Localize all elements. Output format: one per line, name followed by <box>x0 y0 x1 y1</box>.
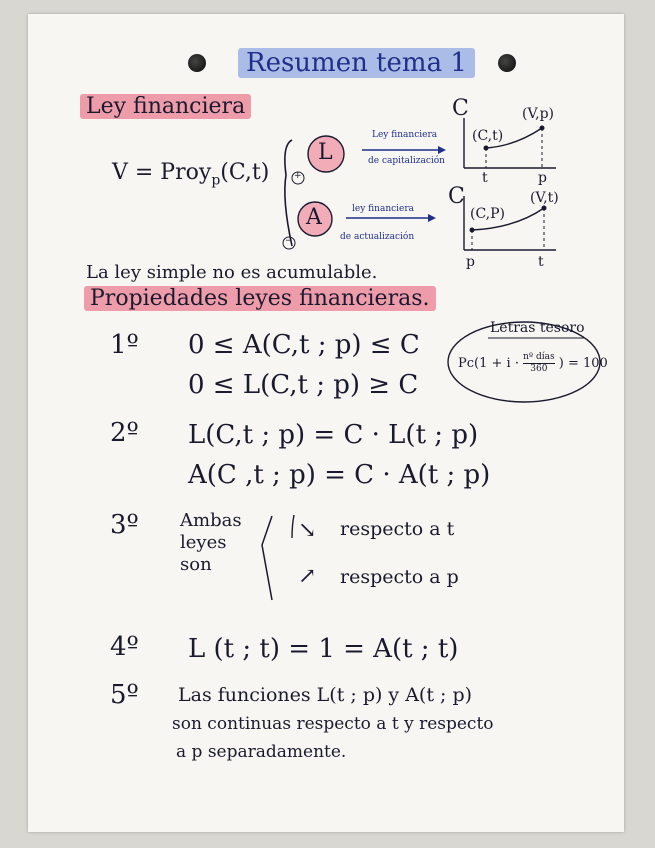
graph2-axis-label: C <box>448 184 465 209</box>
item3-arrow-down: ↘ <box>298 518 317 543</box>
item5-line1: Las funciones L(t ; p) y A(t ; p) <box>178 684 473 706</box>
formula-v-proy: V = Proy$_p$(C,t) <box>112 160 270 189</box>
plus-sign: + <box>294 171 302 181</box>
item1-line2: 0 ≤ L(C,t ; p) ≥ C <box>188 370 419 400</box>
item5-line3: a p separadamente. <box>176 742 347 762</box>
graph2-point-start: (C,P) <box>470 206 506 222</box>
graph1-point-start: (C,t) <box>472 128 504 144</box>
item-number-5: 5º <box>110 680 139 710</box>
item3-respecto-t: respecto a t <box>340 518 455 540</box>
item2-line2: A(C ,t ; p) = C · A(t ; p) <box>188 460 491 490</box>
note-ley-simple: La ley simple no es acumulable. <box>86 262 378 283</box>
circle-L-label: L <box>318 140 333 165</box>
item-number-1: 1º <box>110 330 139 360</box>
item4-line1: L (t ; t) = 1 = A(t ; t) <box>188 634 459 664</box>
page-title: Resumen tema 1 <box>238 48 475 78</box>
arrow-A-bottom-label: de actualización <box>340 232 415 242</box>
section-heading-ley-financiera: Ley financiera <box>80 94 251 119</box>
item-number-2: 2º <box>110 418 139 448</box>
arrow-L-top-label: Ley financiera <box>372 130 438 140</box>
graph1-tick-p: p <box>538 170 547 186</box>
arrow-A-top-label: ley financiera <box>352 204 415 214</box>
item-number-3: 3º <box>110 510 139 540</box>
graph1-axis-label: C <box>452 96 469 121</box>
brace-left <box>285 140 292 246</box>
circle-A-label: A <box>306 205 322 230</box>
brace-item3 <box>262 516 272 600</box>
arrow-L-bottom-label: de capitalización <box>368 156 445 166</box>
letras-tesoro-formula: Pc(1 + i · nº días 360 ) = 100 <box>458 352 608 374</box>
item3-left-text: Ambas leyes son <box>180 510 242 575</box>
graph1-point-end: (V,p) <box>522 106 554 122</box>
item2-line1: L(C,t ; p) = C · L(t ; p) <box>188 420 479 450</box>
section-heading-propiedades: Propiedades leyes financieras. <box>84 286 436 311</box>
item3-arrow-up: ↗ <box>298 564 317 589</box>
graph1-tick-t: t <box>482 170 488 186</box>
letras-tesoro-label: Letras tesoro <box>490 320 585 336</box>
graph2-tick-p: p <box>466 254 475 270</box>
item3-respecto-p: respecto a p <box>340 566 459 588</box>
item5-line2: son continuas respecto a t y respecto <box>172 714 494 734</box>
graph2-point-end: (V,t) <box>530 190 559 206</box>
minus-sign: − <box>285 236 293 246</box>
item-number-4: 4º <box>110 632 139 662</box>
item1-line1: 0 ≤ A(C,t ; p) ≤ C <box>188 330 420 360</box>
graph2-tick-t: t <box>538 254 544 270</box>
